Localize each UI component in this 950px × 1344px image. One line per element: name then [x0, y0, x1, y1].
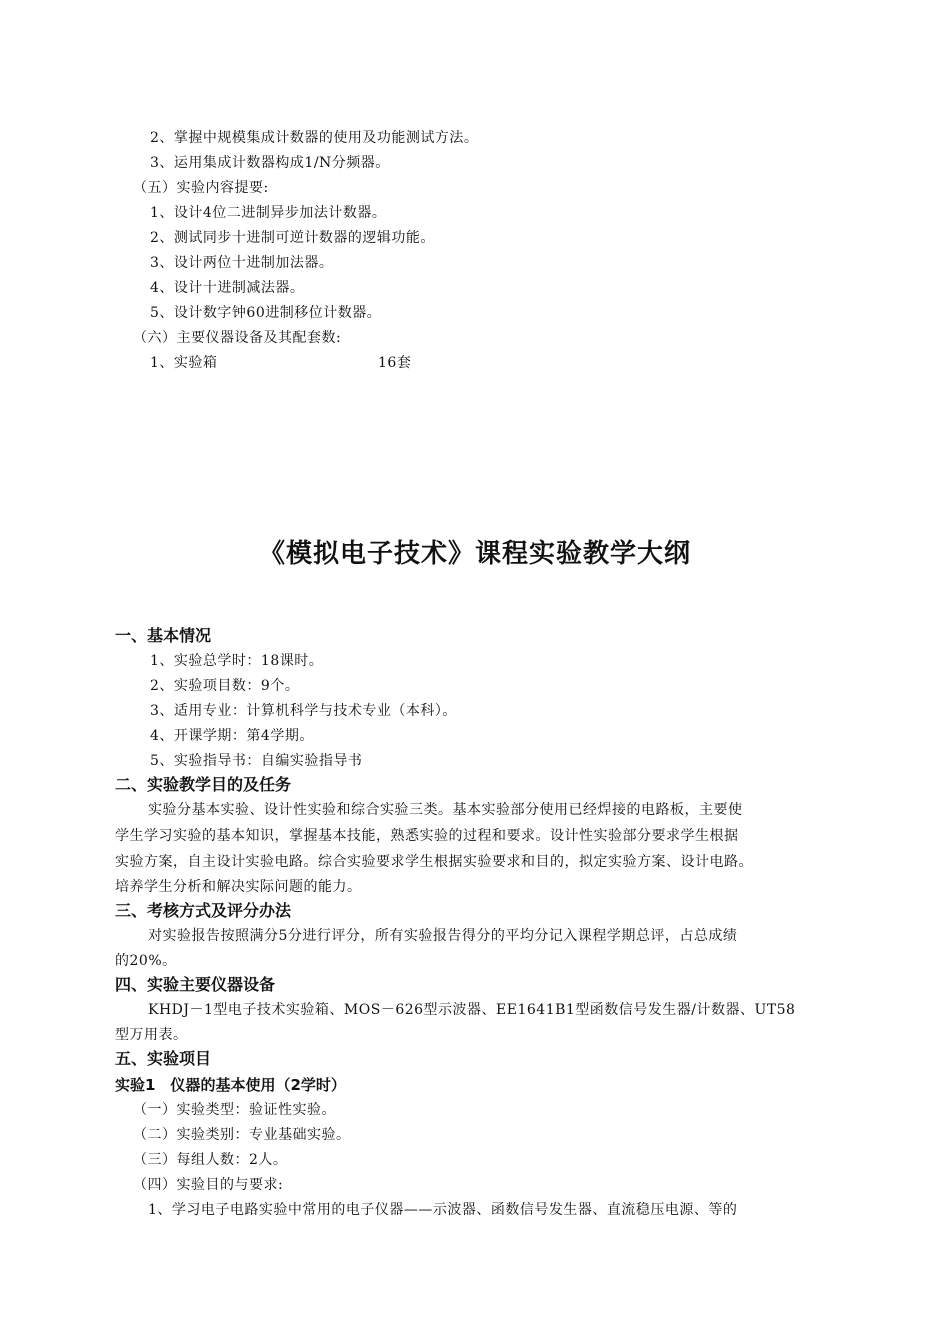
- section-3-line-1: 对实验报告按照满分5分进行评分，所有实验报告得分的平均分记入课程学期总评，占总成绩: [148, 928, 738, 944]
- equipment-heading: （六）主要仪器设备及其配套数:: [133, 330, 342, 346]
- experiment-1-category: （二）实验类别：专业基础实验。: [133, 1127, 351, 1143]
- content-item-3: 3、设计两位十进制加法器。: [150, 255, 334, 271]
- section-1-heading: 一、基本情况: [115, 626, 212, 645]
- content-item-2: 2、测试同步十进制可逆计数器的逻辑功能。: [150, 230, 435, 246]
- content-item-5: 5、设计数字钟60进制移位计数器。: [150, 305, 382, 321]
- experiment-1-objectives-heading: （四）实验目的与要求:: [133, 1177, 284, 1193]
- experiment-1-group-size: （三）每组人数：2人。: [133, 1152, 288, 1168]
- section-2-line-3: 实验方案，自主设计实验电路。综合实验要求学生根据实验要求和目的，拟定实验方案、设计电路。: [115, 854, 753, 870]
- section-5-heading: 五、实验项目: [115, 1049, 212, 1068]
- equipment-item-1-qty: 16套: [378, 355, 412, 371]
- basic-info-item-2: 2、实验项目数：9个。: [150, 678, 300, 694]
- section-2-heading: 二、实验教学目的及任务: [115, 775, 292, 794]
- objective-item-2: 2、掌握中规模集成计数器的使用及功能测试方法。: [150, 130, 479, 146]
- experiment-1-type: （一）实验类型：验证性实验。: [133, 1102, 336, 1118]
- section-2-line-4: 培养学生分析和解决实际问题的能力。: [115, 879, 362, 895]
- content-item-4: 4、设计十进制减法器。: [150, 280, 305, 296]
- experiment-1-objective-1: 1、学习电子电路实验中常用的电子仪器——示波器、函数信号发生器、直流稳压电源、等的: [148, 1202, 738, 1218]
- section-3-line-2: 的20%。: [115, 953, 177, 969]
- basic-info-item-1: 1、实验总学时：18课时。: [150, 653, 324, 669]
- content-item-1: 1、设计4位二进制异步加法计数器。: [150, 205, 387, 221]
- basic-info-item-3: 3、适用专业：计算机科学与技术专业（本科）。: [150, 703, 457, 719]
- document-title: 《模拟电子技术》课程实验教学大纲: [258, 539, 691, 569]
- section-4-line-2: 型万用表。: [115, 1027, 188, 1043]
- content-heading: （五）实验内容提要:: [133, 180, 269, 196]
- objective-item-3: 3、运用集成计数器构成1/N分频器。: [150, 155, 390, 171]
- section-2-line-2: 学生学习实验的基本知识，掌握基本技能，熟悉实验的过程和要求。设计性实验部分要求学生根据: [115, 828, 739, 844]
- section-2-line-1: 实验分基本实验、设计性实验和综合实验三类。基本实验部分使用已经焊接的电路板，主要使: [148, 802, 743, 818]
- basic-info-item-5: 5、实验指导书：自编实验指导书: [150, 753, 363, 769]
- section-3-heading: 三、考核方式及评分办法: [115, 901, 292, 920]
- section-4-line-1: KHDJ－1型电子技术实验箱、MOS－626型示波器、EE1641B1型函数信号发生器/计数器、UT58: [148, 1002, 796, 1018]
- experiment-1-title: 实验1 仪器的基本使用（2学时）: [115, 1076, 346, 1094]
- equipment-item-1-name: 1、实验箱: [150, 355, 218, 371]
- section-4-heading: 四、实验主要仪器设备: [115, 975, 276, 994]
- basic-info-item-4: 4、开课学期：第4学期。: [150, 728, 314, 744]
